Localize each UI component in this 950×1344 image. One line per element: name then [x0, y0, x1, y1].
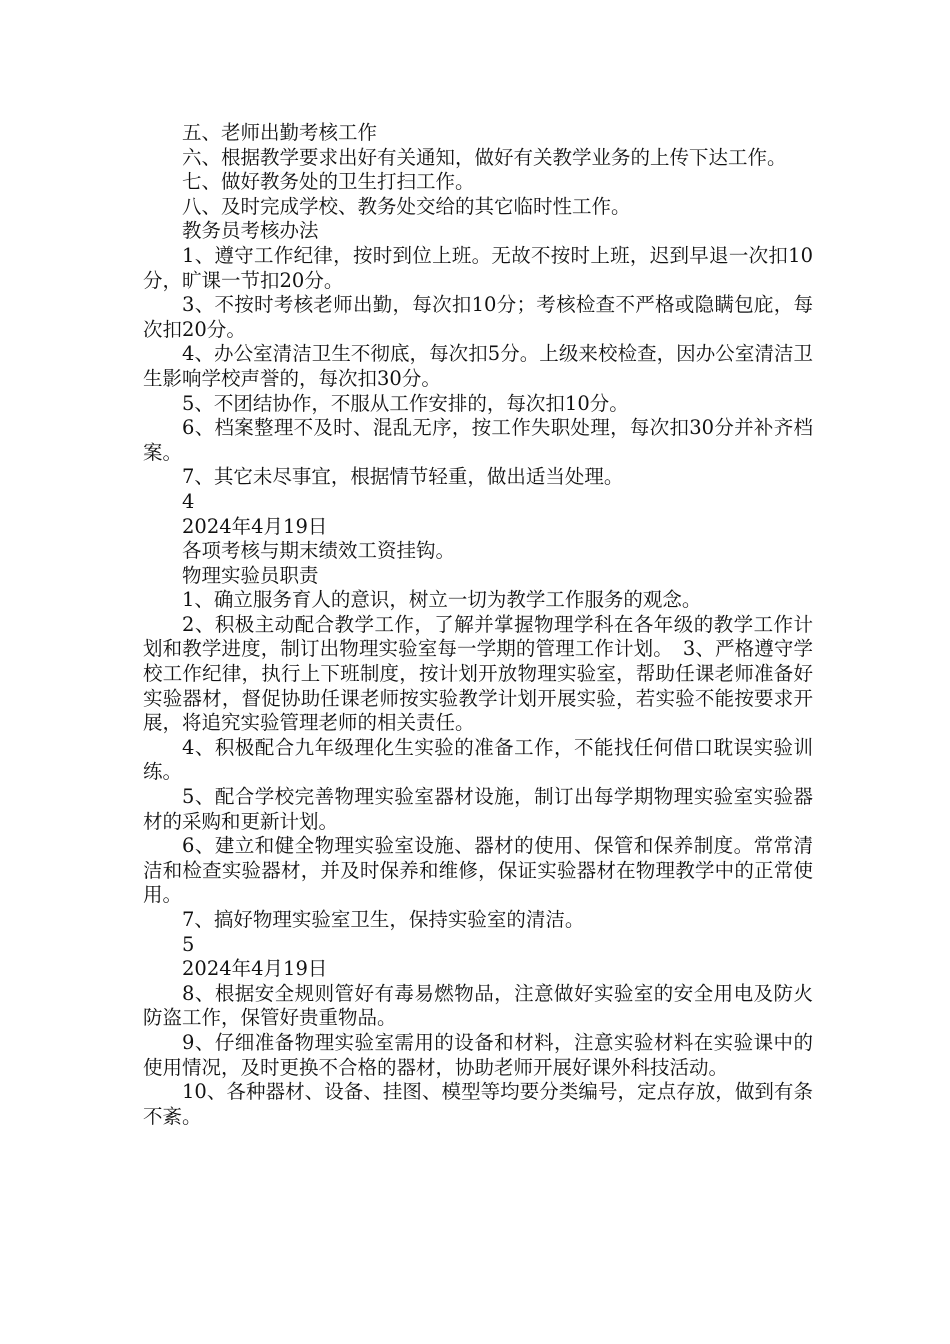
paragraph: 8、根据安全规则管好有毒易燃物品，注意做好实验室的安全用电及防火防盗工作，保管好贵重物品。 — [143, 981, 813, 1030]
paragraph: 1、遵守工作纪律，按时到位上班。无故不按时上班，迟到早退一次扣10分，旷课一节扣20分。 — [143, 243, 813, 292]
paragraph: 3、不按时考核老师出勤，每次扣10分；考核检查不严格或隐瞒包庇，每次扣20分。 — [143, 293, 813, 341]
paragraph: 八、及时完成学校、教务处交给的其它临时性工作。 — [182, 194, 631, 218]
section-heading: 物理实验员职责 — [182, 563, 319, 587]
paragraph: 6、建立和健全物理实验室设施、器材的使用、保管和保养制度。常常清洁和检查实验器材，并及时保养和维修，保证实验器材在物理教学中的正常使用。 — [143, 834, 813, 907]
date-line: 2024年4月19日 — [182, 514, 328, 538]
document-body — [143, 121, 813, 1129]
paragraph: 4、积极配合九年级理化生实验的准备工作，不能找任何借口耽误实验训练。 — [143, 735, 813, 784]
page-number: 4 — [182, 489, 195, 513]
paragraph: 7、搞好物理实验室卫生，保持实验室的清洁。 — [182, 908, 585, 931]
date-line: 2024年4月19日 — [182, 957, 328, 981]
paragraph: 2、积极主动配合教学工作，了解并掌握物理学科在各年级的教学工作计划和教学进度，制订出物理实验室每一学期的管理工作计划。 3、严格遵守学校工作纪律，执行上下班制度，按计划开放物理实验室，帮助任课老师准备好实验器材，督促协助任课老师按实验教学计划开展实验，若实验不能按要求开展，将追究实验管理老师的相关责任。 — [143, 612, 813, 735]
paragraph: 7、其它未尽事宜，根据情节轻重，做出适当处理。 — [182, 465, 624, 489]
paragraph: 4、办公室清洁卫生不彻底，每次扣5分。上级来校检查，因办公室清洁卫生影响学校声誉的，每次扣30分。 — [143, 342, 813, 390]
paragraph: 6、档案整理不及时、混乱无序，按工作失职处理，每次扣30分并补齐档案。 — [143, 416, 813, 464]
page-number: 5 — [182, 932, 195, 956]
paragraph: 1、确立服务育人的意识，树立一切为教学工作服务的观念。 — [182, 588, 702, 612]
paragraph: 10、各种器材、设备、挂图、模型等均要分类编号，定点存放，做到有条不紊。 — [143, 1080, 813, 1128]
paragraph: 9、仔细准备物理实验室需用的设备和材料，注意实验材料在实验课中的使用情况，及时更换不合格的器材，协助老师开展好课外科技活动。 — [143, 1030, 813, 1079]
paragraph: 各项考核与期末绩效工资挂钩。 — [182, 539, 456, 563]
paragraph: 七、做好教务处的卫生打扫工作。 — [182, 170, 475, 194]
section-heading: 教务员考核办法 — [182, 219, 319, 243]
paragraph: 五、老师出勤考核工作 — [182, 121, 378, 144]
paragraph: 六、根据教学要求出好有关通知，做好有关教学业务的上传下达工作。 — [182, 145, 787, 169]
paragraph: 5、不团结协作，不服从工作安排的，每次扣10分。 — [182, 391, 629, 415]
paragraph: 5、配合学校完善物理实验室器材设施，制订出每学期物理实验室实验器材的采购和更新计划。 — [143, 785, 813, 833]
